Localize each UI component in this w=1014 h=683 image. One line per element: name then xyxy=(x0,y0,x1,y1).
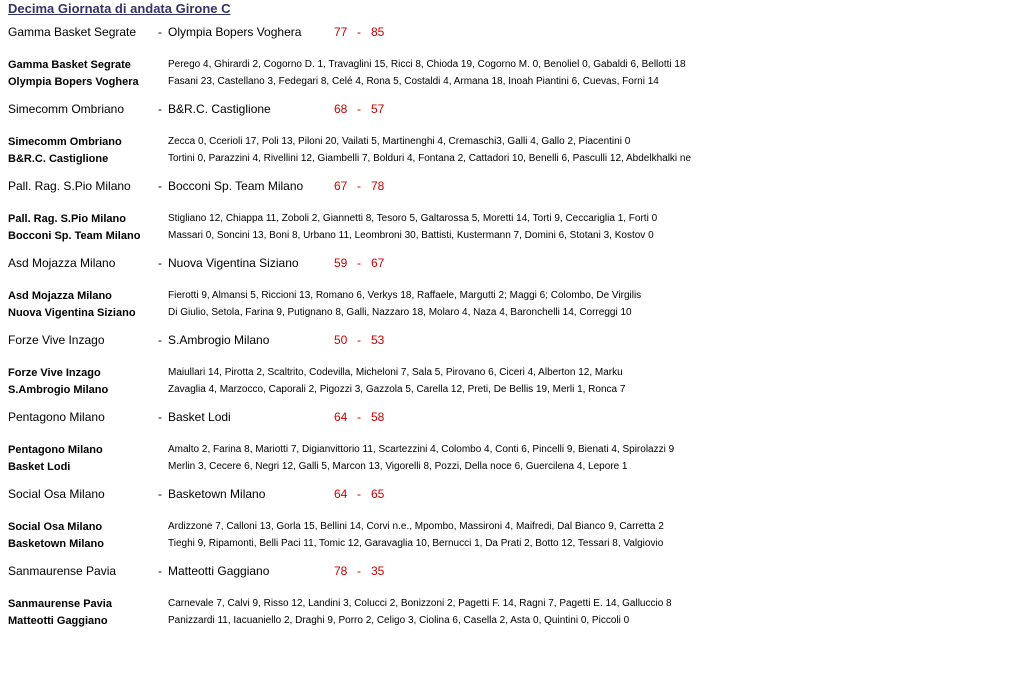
score-separator: - xyxy=(357,410,361,424)
home-score: 64 xyxy=(334,487,348,501)
score-row xyxy=(0,486,1014,506)
away-score: 58 xyxy=(371,410,385,424)
home-team-name: Pentagono Milano xyxy=(8,410,105,424)
dash-separator: - xyxy=(158,25,162,39)
away-scorers-list: Zavaglia 4, Marzocco, Caporali 2, Pigozzi 3, Gazzola 5, Carella 12, Preti, De Bellis 19, Merli 1, Ronca 7 xyxy=(168,384,626,395)
home-scorers-team: Social Osa Milano xyxy=(8,521,103,533)
score-row xyxy=(0,255,1014,275)
away-scorers-team: Bocconi Sp. Team Milano xyxy=(8,230,141,242)
home-scorers-row xyxy=(0,289,1014,306)
home-scorers-row xyxy=(0,597,1014,614)
home-scorers-list: Perego 4, Ghirardi 2, Cogorno D. 1, Travaglini 15, Ricci 8, Chioda 19, Cogorno M. 0, Benoliel 0, Gabaldi 6, Bellotti 18 xyxy=(168,59,686,70)
away-team-name: Nuova Vigentina Siziano xyxy=(168,256,299,270)
away-scorers-team: Olympia Bopers Voghera xyxy=(8,76,139,88)
away-score: 67 xyxy=(371,256,385,270)
home-team-name: Asd Mojazza Milano xyxy=(8,256,116,270)
away-scorers-list: Massari 0, Soncini 13, Boni 8, Urbano 11, Leombroni 30, Battisti, Kustermann 7, Domini 6, Stotani 3, Kostov 0 xyxy=(168,230,654,241)
home-scorers-row xyxy=(0,58,1014,75)
home-team-name: Pall. Rag. S.Pio Milano xyxy=(8,179,131,193)
away-score: 85 xyxy=(371,25,385,39)
home-scorers-list: Maiullari 14, Pirotta 2, Scaltrito, Codevilla, Micheloni 7, Sala 5, Pirovano 6, Ciceri 4, Alberton 12, Marku xyxy=(168,367,623,378)
away-scorers-list: Tieghi 9, Ripamonti, Belli Paci 11, Tomic 12, Garavaglia 10, Bernucci 1, Da Prati 2, Botto 12, Tessari 8, Valgiovio xyxy=(168,538,664,549)
home-scorers-list: Amalto 2, Farina 8, Mariotti 7, Digianvittorio 11, Scartezzini 4, Colombo 4, Conti 6, Pincelli 9, Bienati 4, Spirolazzi 9 xyxy=(168,444,675,455)
dash-separator: - xyxy=(158,564,162,578)
score-separator: - xyxy=(357,179,361,193)
away-scorers-team: Basketown Milano xyxy=(8,538,104,550)
away-scorers-row xyxy=(0,75,1014,92)
game-block xyxy=(0,563,1014,683)
home-score: 59 xyxy=(334,256,348,270)
away-scorers-team: Nuova Vigentina Siziano xyxy=(8,307,136,319)
home-scorers-row xyxy=(0,212,1014,229)
home-scorers-team: Gamma Basket Segrate xyxy=(8,59,131,71)
home-scorers-row xyxy=(0,520,1014,537)
page-title: Decima Giornata di andata Girone C xyxy=(8,1,231,16)
score-separator: - xyxy=(357,25,361,39)
away-scorers-list: Fasani 23, Castellano 3, Fedegari 8, Celé 4, Rona 5, Costaldi 4, Armana 18, Inoah Piantini 6, Cuevas, Forni 14 xyxy=(168,76,659,87)
away-scorers-list: Panizzardi 11, Iacuaniello 2, Draghi 9, Porro 2, Celigo 3, Ciolina 6, Casella 2, Asta 0, Quintini 0, Piccoli 0 xyxy=(168,615,630,626)
home-scorers-list: Zecca 0, Ccerioli 17, Poli 13, Piloni 20, Vailati 5, Martinenghi 4, Cremaschi3, Galli 4, Gallo 2, Piacentini 0 xyxy=(168,136,631,147)
home-scorers-row xyxy=(0,366,1014,383)
away-scorers-list: Merlin 3, Cecere 6, Negri 12, Galli 5, Marcon 13, Vigorelli 8, Pozzi, Della noce 6, Guercilena 4, Lepore 1 xyxy=(168,461,628,472)
away-scorers-row xyxy=(0,383,1014,400)
home-scorers-team: Forze Vive Inzago xyxy=(8,367,101,379)
away-scorers-team: Basket Lodi xyxy=(8,461,71,473)
home-scorers-team: Pentagono Milano xyxy=(8,444,103,456)
home-team-name: Social Osa Milano xyxy=(8,487,105,501)
home-team-name: Gamma Basket Segrate xyxy=(8,25,137,39)
away-score: 53 xyxy=(371,333,385,347)
away-scorers-row xyxy=(0,537,1014,554)
home-score: 77 xyxy=(334,25,348,39)
dash-separator: - xyxy=(158,102,162,116)
away-scorers-team: S.Ambrogio Milano xyxy=(8,384,109,396)
home-scorers-list: Stigliano 12, Chiappa 11, Zoboli 2, Giannetti 8, Tesoro 5, Galtarossa 5, Moretti 14, Torti 9, Ceccariglia 1, Forti 0 xyxy=(168,213,658,224)
away-scorers-row xyxy=(0,229,1014,246)
dash-separator: - xyxy=(158,487,162,501)
dash-separator: - xyxy=(158,410,162,424)
score-row xyxy=(0,409,1014,429)
home-score: 64 xyxy=(334,410,348,424)
score-row xyxy=(0,178,1014,198)
away-scorers-row xyxy=(0,306,1014,323)
away-score: 65 xyxy=(371,487,385,501)
home-scorers-row xyxy=(0,135,1014,152)
home-scorers-list: Ardizzone 7, Calloni 13, Gorla 15, Bellini 14, Corvi n.e., Mpombo, Massironi 4, Maifredi, Dal Bianco 9, Carretta 2 xyxy=(168,521,664,532)
away-team-name: Basket Lodi xyxy=(168,410,231,424)
home-team-name: Simecomm Ombriano xyxy=(8,102,125,116)
score-separator: - xyxy=(357,333,361,347)
away-scorers-list: Tortini 0, Parazzini 4, Rivellini 12, Giambelli 7, Bolduri 4, Fontana 2, Cattadori 10, Benelli 6, Pasculli 12, Abdelkhalki ne xyxy=(168,153,692,164)
away-team-name: Olympia Bopers Voghera xyxy=(168,25,302,39)
away-team-name: S.Ambrogio Milano xyxy=(168,333,270,347)
home-score: 67 xyxy=(334,179,348,193)
away-score: 78 xyxy=(371,179,385,193)
home-scorers-team: Sanmaurense Pavia xyxy=(8,598,112,610)
score-row xyxy=(0,101,1014,121)
score-row xyxy=(0,332,1014,352)
score-separator: - xyxy=(357,256,361,270)
home-scorers-row xyxy=(0,443,1014,460)
away-scorers-row xyxy=(0,614,1014,631)
home-scorers-list: Carnevale 7, Calvi 9, Risso 12, Landini 3, Colucci 2, Bonizzoni 2, Pagetti F. 14, Ragni 7, Pagetti E. 14, Galluccio 8 xyxy=(168,598,672,609)
home-team-name: Sanmaurense Pavia xyxy=(8,564,117,578)
score-row xyxy=(0,24,1014,44)
home-scorers-team: Simecomm Ombriano xyxy=(8,136,122,148)
dash-separator: - xyxy=(158,333,162,347)
away-team-name: Bocconi Sp. Team Milano xyxy=(168,179,304,193)
away-scorers-team: Matteotti Gaggiano xyxy=(8,615,108,627)
away-score: 35 xyxy=(371,564,385,578)
home-score: 50 xyxy=(334,333,348,347)
score-row xyxy=(0,563,1014,583)
score-separator: - xyxy=(357,102,361,116)
away-scorers-row xyxy=(0,460,1014,477)
score-separator: - xyxy=(357,487,361,501)
home-scorers-list: Fierotti 9, Almansi 5, Riccioni 13, Romano 6, Verkys 18, Raffaele, Margutti 2; Maggi 6; Colombo, De Virgilis xyxy=(168,290,642,301)
dash-separator: - xyxy=(158,179,162,193)
away-team-name: Matteotti Gaggiano xyxy=(168,564,270,578)
away-score: 57 xyxy=(371,102,385,116)
away-scorers-list: Di Giulio, Setola, Farina 9, Putignano 8, Galli, Nazzaro 18, Molaro 4, Naza 4, Baronchelli 14, Correggi 10 xyxy=(168,307,632,318)
home-scorers-team: Pall. Rag. S.Pio Milano xyxy=(8,213,126,225)
away-team-name: Basketown Milano xyxy=(168,487,266,501)
away-scorers-team: B&R.C. Castiglione xyxy=(8,153,109,165)
away-team-name: B&R.C. Castiglione xyxy=(168,102,271,116)
score-separator: - xyxy=(357,564,361,578)
away-scorers-row xyxy=(0,152,1014,169)
home-scorers-team: Asd Mojazza Milano xyxy=(8,290,112,302)
home-score: 78 xyxy=(334,564,348,578)
home-team-name: Forze Vive Inzago xyxy=(8,333,105,347)
home-score: 68 xyxy=(334,102,348,116)
dash-separator: - xyxy=(158,256,162,270)
